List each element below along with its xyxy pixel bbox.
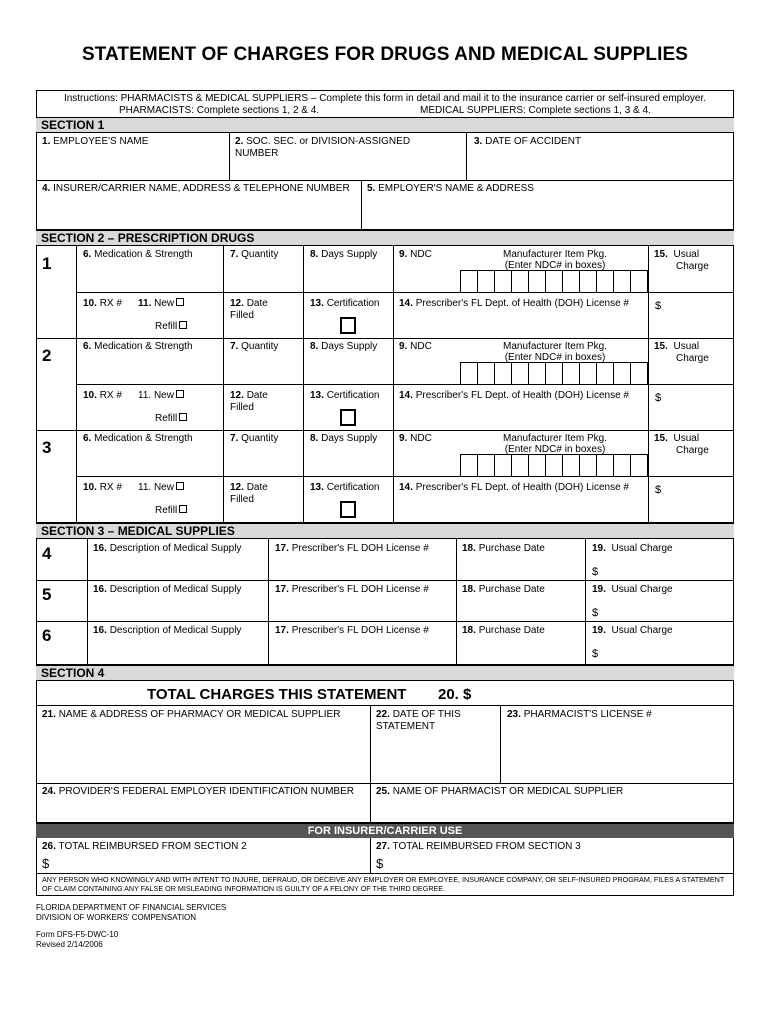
ndc-manufacturer-label: Manufacturer Item Pkg. (503, 249, 607, 260)
field-12-date-filled[interactable]: 12. Date (230, 390, 268, 401)
field-5-employer[interactable]: 5. EMPLOYER'S NAME & ADDRESS (367, 183, 534, 194)
field-12-date-filled[interactable]: 12. Date (230, 298, 268, 309)
ndc-manufacturer-label: Manufacturer Item Pkg. (503, 433, 607, 444)
field-4-insurer[interactable]: 4. INSURER/CARRIER NAME, ADDRESS & TELEPHONE NUMBER (42, 183, 350, 194)
field-20-total[interactable]: 20. $ (438, 686, 472, 703)
fraud-warning: ANY PERSON WHO KNOWINGLY AND WITH INTENT TO INJURE, DEFRAUD, OR DECEIVE ANY EMPLOYER OR EMPLOYEE, INSURANCE COMPANY, OR SELF-INSURED PROGRAM, FILES A STATEMENT OF CLAIM CONTAINING ANY FALSE OR MISLEADING INFORMATION IS GUILTY OF A FELONY OF THE THIRD DEGREE. (42, 875, 725, 893)
field-6-medication[interactable]: 6. Medication & Strength (83, 433, 193, 444)
supply-charge-dollar: $ (592, 648, 599, 660)
field-22-statement-date[interactable]: 22. DATE OF THIS STATEMENT (376, 709, 461, 732)
field-13-certification: 13. Certification (310, 298, 380, 309)
drug-row-number: 1 (42, 254, 52, 273)
field-10-rx-number[interactable]: 10. RX # (83, 390, 122, 401)
supply-row-number: 4 (42, 544, 52, 563)
ndc-instruction-label: (Enter NDC# in boxes) (504, 352, 606, 363)
field-19-usual-charge[interactable]: 19. Usual Charge (592, 543, 673, 554)
field-13-certification: 13. Certification (310, 390, 380, 401)
section4-header: SECTION 4 (36, 664, 734, 681)
footer-revised: Revised 2/14/2006 (36, 940, 103, 949)
refill-checkbox[interactable]: Refill (155, 321, 187, 333)
field-14-prescriber-license[interactable]: 14. Prescriber's FL Dept. of Health (DOH) License # (399, 298, 629, 309)
field-11-new-checkbox[interactable]: 11. New (138, 298, 184, 310)
instructions-pharmacists: PHARMACISTS: Complete sections 1, 2 & 4. (119, 105, 320, 116)
field-16-supply-description[interactable]: 16. Description of Medical Supply (93, 625, 242, 636)
supply-row-number: 5 (42, 585, 52, 604)
supply-charge-dollar: $ (592, 566, 599, 578)
field-16-supply-description[interactable]: 16. Description of Medical Supply (93, 584, 242, 595)
section2-header: SECTION 2 – PRESCRIPTION DRUGS (36, 229, 734, 246)
usual-charge-dollar: $ (655, 484, 662, 496)
field-9-ndc[interactable]: 9. NDC (399, 341, 432, 352)
section1-header: SECTION 1 (36, 117, 734, 133)
instructions-suppliers: MEDICAL SUPPLIERS: Complete sections 1, 3 & 4. (420, 105, 651, 116)
field-18-purchase-date[interactable]: 18. Purchase Date (462, 625, 545, 636)
field-17-prescriber-license[interactable]: 17. Prescriber's FL DOH License # (275, 543, 429, 554)
date-filled-label: Filled (230, 494, 254, 505)
footer-division: DIVISION OF WORKERS' COMPENSATION (36, 913, 197, 922)
field-19-usual-charge[interactable]: 19. Usual Charge (592, 584, 673, 595)
field-17-prescriber-license[interactable]: 17. Prescriber's FL DOH License # (275, 584, 429, 595)
drug-row-number: 2 (42, 346, 52, 365)
form-title: STATEMENT OF CHARGES FOR DRUGS AND MEDICAL SUPPLIES (81, 44, 689, 65)
ndc-instruction-label: (Enter NDC# in boxes) (504, 444, 606, 455)
field-15-usual-charge[interactable]: 15. Usual (654, 433, 700, 444)
total-charges-label: TOTAL CHARGES THIS STATEMENT (147, 686, 407, 703)
supply-charge-dollar: $ (592, 607, 599, 619)
field-1-employee-name[interactable]: 1. EMPLOYEE'S NAME (42, 136, 149, 147)
refill-checkbox[interactable]: Refill (155, 413, 187, 425)
field-14-prescriber-license[interactable]: 14. Prescriber's FL Dept. of Health (DOH) License # (399, 390, 629, 401)
field-26-total-reimbursed-s2[interactable]: 26. TOTAL REIMBURSED FROM SECTION 2 (42, 841, 247, 852)
field-12-date-filled[interactable]: 12. Date (230, 482, 268, 493)
usual-charge-label: Charge (676, 445, 709, 456)
field-3-date-of-accident[interactable]: 3. DATE OF ACCIDENT (474, 136, 582, 147)
field-13-certification: 13. Certification (310, 482, 380, 493)
field-18-purchase-date[interactable]: 18. Purchase Date (462, 584, 545, 595)
field-17-prescriber-license[interactable]: 17. Prescriber's FL DOH License # (275, 625, 429, 636)
ndc-digit-boxes[interactable] (460, 454, 648, 477)
field-11-new-checkbox[interactable]: 11. New (138, 482, 184, 494)
field-23-pharmacist-license[interactable]: 23. PHARMACIST'S LICENSE # (507, 709, 652, 720)
field-27-dollar: $ (376, 856, 384, 871)
field-25-pharmacist-name[interactable]: 25. NAME OF PHARMACIST OR MEDICAL SUPPLIER (376, 786, 624, 797)
usual-charge-dollar: $ (655, 300, 662, 312)
footer-dept: FLORIDA DEPARTMENT OF FINANCIAL SERVICES (36, 903, 227, 912)
field-15-usual-charge[interactable]: 15. Usual (654, 341, 700, 352)
field-14-prescriber-license[interactable]: 14. Prescriber's FL Dept. of Health (DOH) License # (399, 482, 629, 493)
field-21-pharmacy-name[interactable]: 21. NAME & ADDRESS OF PHARMACY OR MEDICAL SUPPLIER (42, 709, 341, 720)
date-filled-label: Filled (230, 310, 254, 321)
field-6-medication[interactable]: 6. Medication & Strength (83, 249, 193, 260)
field-10-rx-number[interactable]: 10. RX # (83, 298, 122, 309)
field-6-medication[interactable]: 6. Medication & Strength (83, 341, 193, 352)
field-8-days-supply[interactable]: 8. Days Supply (310, 249, 378, 260)
ndc-digit-boxes[interactable] (460, 362, 648, 385)
instructions-line: Instructions: PHARMACISTS & MEDICAL SUPPLIERS – Complete this form in detail and mail it to the insurance carrier or self-insured employer. (63, 93, 707, 104)
field-16-supply-description[interactable]: 16. Description of Medical Supply (93, 543, 242, 554)
ndc-digit-boxes[interactable] (460, 270, 648, 293)
field-11-new-checkbox[interactable]: 11. New (138, 390, 184, 402)
usual-charge-dollar: $ (655, 392, 662, 404)
field-7-quantity[interactable]: 7. Quantity (230, 249, 279, 260)
usual-charge-label: Charge (676, 261, 709, 272)
usual-charge-label: Charge (676, 353, 709, 364)
field-8-days-supply[interactable]: 8. Days Supply (310, 341, 378, 352)
field-7-quantity[interactable]: 7. Quantity (230, 433, 279, 444)
field-24-fein[interactable]: 24. PROVIDER'S FEDERAL EMPLOYER IDENTIFICATION NUMBER (42, 786, 354, 797)
drug-row-number: 3 (42, 438, 52, 457)
ndc-instruction-label: (Enter NDC# in boxes) (504, 260, 606, 271)
certification-checkbox[interactable] (340, 409, 356, 426)
ndc-manufacturer-label: Manufacturer Item Pkg. (503, 341, 607, 352)
certification-checkbox[interactable] (340, 317, 356, 334)
field-10-rx-number[interactable]: 10. RX # (83, 482, 122, 493)
refill-checkbox[interactable]: Refill (155, 505, 187, 517)
certification-checkbox[interactable] (340, 501, 356, 518)
date-filled-label: Filled (230, 402, 254, 413)
field-15-usual-charge[interactable]: 15. Usual (654, 249, 700, 260)
section3-header: SECTION 3 – MEDICAL SUPPLIES (36, 522, 734, 539)
field-7-quantity[interactable]: 7. Quantity (230, 341, 279, 352)
field-2-ssn[interactable]: 2. SOC. SEC. or DIVISION-ASSIGNED NUMBER (235, 136, 411, 159)
field-18-purchase-date[interactable]: 18. Purchase Date (462, 543, 545, 554)
field-26-dollar: $ (42, 856, 50, 871)
field-9-ndc[interactable]: 9. NDC (399, 433, 432, 444)
field-9-ndc[interactable]: 9. NDC (399, 249, 432, 260)
insurer-header: FOR INSURER/CARRIER USE (36, 822, 734, 838)
field-8-days-supply[interactable]: 8. Days Supply (310, 433, 378, 444)
field-27-total-reimbursed-s3[interactable]: 27. TOTAL REIMBURSED FROM SECTION 3 (376, 841, 581, 852)
supply-row-number: 6 (42, 626, 52, 645)
footer-form-number: Form DFS-F5-DWC-10 (36, 930, 119, 939)
field-19-usual-charge[interactable]: 19. Usual Charge (592, 625, 673, 636)
